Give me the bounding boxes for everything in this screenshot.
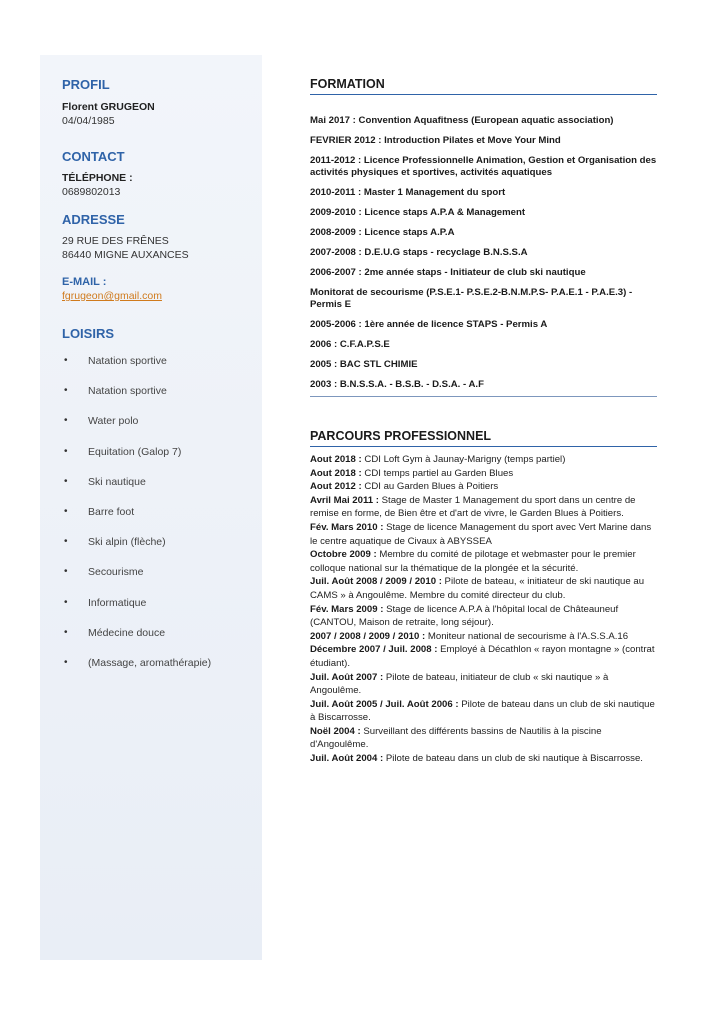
parcours-date: Fév. Mars 2009 :	[310, 603, 384, 615]
bullet-icon: •	[64, 656, 68, 668]
phone-number: 0689802013	[62, 186, 121, 198]
loisir-label: Ski alpin (flèche)	[88, 536, 166, 549]
parcours-text: CDI temps partiel au Garden Blues	[361, 467, 514, 479]
parcours-text: Stage de licence A.P.A à l'hôpital local de Châteauneuf (CANTOU, Maison de retraite, long séjour).	[310, 603, 619, 629]
bullet-icon: •	[64, 505, 68, 517]
loisir-label: Natation sportive	[88, 355, 167, 367]
formation-item: 2005 : BAC STL CHIMIE	[310, 359, 418, 370]
loisir-label: Secourisme	[88, 566, 144, 579]
parcours-item	[310, 521, 658, 548]
formation-item: 2008-2009 : Licence staps A.P.A	[310, 227, 455, 238]
sidebar	[40, 55, 262, 960]
parcours-text: Pilote de bateau, « initiateur de ski nautique au CAMS » à Angoulême. Membre du comité directeur du club.	[310, 576, 645, 601]
parcours-item	[310, 603, 658, 630]
bullet-icon: •	[64, 566, 68, 578]
birthdate: 04/04/1985	[62, 115, 115, 127]
parcours-text: Employé à Décathlon « rayon montagne » (contrat étudiant).	[310, 644, 655, 669]
parcours-date: Noël 2004 :	[310, 725, 361, 737]
section-divider	[310, 446, 657, 447]
email-link[interactable]: fgrugeon@gmail.com	[62, 290, 162, 302]
bullet-icon: •	[64, 445, 68, 457]
parcours-text: Moniteur national de secourisme à l'A.S.S.A.16	[425, 630, 629, 642]
parcours-text: Surveillant des différents bassins de Nautilis à la piscine d'Angoulême.	[310, 725, 602, 751]
parcours-text: Pilote de bateau, initiateur de club « ski nautique » à Angoulême.	[310, 671, 609, 697]
list-item	[62, 414, 258, 444]
list-item	[62, 475, 258, 505]
parcours-list	[310, 453, 658, 766]
parcours-date: Juil. Août 2008 / 2009 / 2010 :	[310, 576, 442, 588]
main-content	[310, 77, 658, 766]
person-name: Florent GRUGEON	[62, 101, 155, 113]
loisir-label: Natation sportive	[88, 385, 167, 398]
loisir-label: (Massage, aromathérapie)	[88, 656, 212, 669]
sidebar-content	[62, 77, 258, 686]
email-label: E-MAIL :	[62, 276, 107, 288]
bullet-icon: •	[64, 596, 68, 608]
profil-section	[62, 77, 258, 128]
list-item	[62, 505, 258, 535]
adresse-heading: ADRESSE	[62, 212, 125, 227]
formation-item: Monitorat de secourisme (P.S.E.1- P.S.E.2-B.N.M.P.S- P.A.E.1 - P.A.E.3) - Permis E	[310, 287, 633, 310]
formation-item: 2006 : C.F.A.P.S.E	[310, 339, 390, 350]
parcours-date: Aout 2018 :	[310, 454, 362, 465]
loisirs-section	[62, 326, 258, 686]
parcours-date: Juil. Août 2005 / Juil. Août 2006 :	[310, 698, 459, 710]
parcours-date: Aout 2018 :	[310, 467, 362, 479]
address-line-1: 29 RUE DES FRÊNES	[62, 235, 169, 247]
formation-item: 2011-2012 : Licence Professionnelle Animation, Gestion et Organisation des activités physiques et sportives, activités aquatiques	[310, 155, 657, 178]
parcours-text: Stage de Master 1 Management du sport dans un centre de remise en forme, de Bien être et d'art de vivre, le Garden Blues à Poitiers.	[310, 494, 636, 520]
bullet-icon: •	[64, 355, 68, 366]
loisir-label: Barre foot	[88, 505, 135, 518]
parcours-text: Stage de licence Management du sport avec Vert Marine dans le centre aquatique de Civaux à ABYSSEA	[310, 521, 652, 547]
parcours-date: 2007 / 2008 / 2009 / 2010 :	[310, 630, 426, 642]
parcours-date: Aout 2012 :	[310, 481, 362, 493]
loisirs-heading: LOISIRS	[62, 326, 115, 341]
parcours-date: Octobre 2009 :	[310, 549, 377, 561]
parcours-date: Juil. Août 2007 :	[310, 671, 384, 683]
parcours-item	[310, 698, 658, 725]
formation-item: FEVRIER 2012 : Introduction Pilates et Move Your Mind	[310, 135, 561, 146]
loisir-label: Informatique	[88, 596, 147, 609]
parcours-item	[310, 671, 658, 698]
parcours-date: Décembre 2007 / Juil. 2008 :	[310, 644, 438, 656]
contact-section	[62, 149, 258, 199]
parcours-text: Membre du comité de pilotage et webmaster pour le premier colloque national sur la thématique de la plongée et la sécurité.	[310, 549, 636, 574]
bullet-icon: •	[64, 415, 68, 427]
bullet-icon: •	[64, 536, 68, 548]
parcours-item	[310, 453, 658, 467]
parcours-item	[310, 752, 658, 766]
parcours-text: Pilote de bateau dans un club de ski nautique à Biscarrosse.	[383, 753, 643, 765]
formation-item: 2005-2006 : 1ère année de licence STAPS - Permis A	[310, 319, 548, 330]
list-item	[62, 535, 258, 565]
parcours-item	[310, 548, 658, 575]
formation-item: 2010-2011 : Master 1 Management du sport	[310, 187, 506, 198]
loisir-label: Equitation (Galop 7)	[88, 445, 182, 458]
bullet-icon: •	[64, 385, 68, 397]
formation-item: 2006-2007 : 2me année staps - Initiateur de club ski nautique	[310, 267, 586, 278]
list-item	[62, 656, 258, 686]
list-item	[62, 565, 258, 595]
contact-heading: CONTACT	[62, 149, 125, 164]
email-section	[62, 275, 258, 303]
formation-item: 2003 : B.N.S.S.A. - B.S.B. - D.S.A. - A.F	[310, 379, 484, 390]
list-item	[62, 445, 258, 475]
loisir-label: Water polo	[88, 415, 139, 428]
parcours-item	[310, 467, 658, 481]
list-item	[62, 596, 258, 626]
section-divider	[310, 396, 657, 397]
parcours-section	[310, 429, 658, 766]
bullet-icon: •	[64, 626, 68, 638]
section-divider	[310, 94, 657, 95]
formation-item: Mai 2017 : Convention Aquafitness (European aquatic association)	[310, 115, 614, 126]
formation-item: 2007-2008 : D.E.U.G staps - recyclage B.N.S.S.A	[310, 247, 528, 258]
parcours-text: Pilote de bateau dans un club de ski nautique à Biscarrosse.	[310, 698, 655, 724]
address-line-2: 86440 MIGNE AUXANCES	[62, 249, 189, 261]
parcours-item	[310, 575, 658, 602]
formation-heading: FORMATION	[310, 77, 385, 91]
parcours-date: Juil. Août 2004 :	[310, 753, 384, 765]
list-item	[62, 626, 258, 656]
profil-heading: PROFIL	[62, 77, 110, 92]
loisirs-list	[62, 354, 258, 686]
parcours-text: CDI Loft Gym à Jaunay-Marigny (temps partiel)	[361, 454, 566, 465]
parcours-item	[310, 630, 658, 644]
parcours-text: CDI au Garden Blues à Poitiers	[361, 481, 499, 493]
formation-section	[310, 77, 658, 397]
list-item	[62, 354, 258, 384]
parcours-item	[310, 480, 658, 494]
parcours-date: Fév. Mars 2010 :	[310, 521, 384, 533]
parcours-date: Avril Mai 2011 :	[310, 494, 379, 506]
adresse-section	[62, 212, 258, 262]
loisir-label: Médecine douce	[88, 626, 166, 639]
phone-label: TÉLÉPHONE :	[62, 172, 133, 184]
bullet-icon: •	[64, 475, 68, 487]
formation-item: 2009-2010 : Licence staps A.P.A & Management	[310, 207, 526, 218]
parcours-item	[310, 643, 658, 670]
loisir-label: Ski nautique	[88, 475, 146, 488]
parcours-item	[310, 725, 658, 752]
list-item	[62, 384, 258, 414]
parcours-item	[310, 494, 658, 521]
formation-list	[310, 115, 658, 391]
parcours-heading: PARCOURS PROFESSIONNEL	[310, 429, 492, 443]
